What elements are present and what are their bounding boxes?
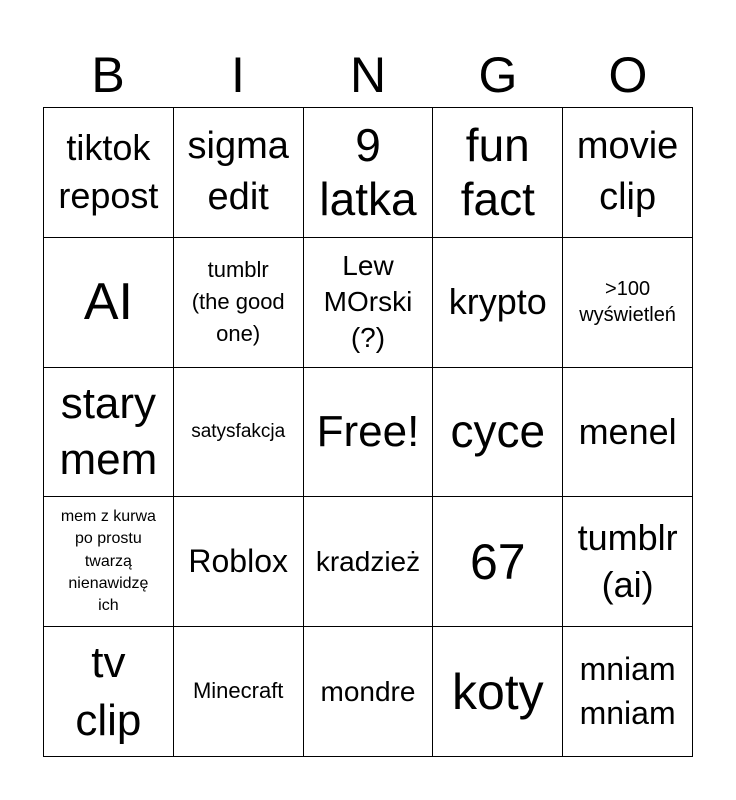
bingo-cell[interactable] bbox=[433, 368, 563, 498]
cell-text: koty bbox=[451, 663, 544, 720]
bingo-cell[interactable] bbox=[433, 497, 563, 627]
cell-text: krypto bbox=[448, 281, 547, 323]
header-letter-g: G bbox=[478, 47, 518, 103]
cell-text: mem z kurwa po prostu twarzą nienawidzę ich bbox=[60, 507, 156, 615]
bingo-cell[interactable] bbox=[44, 627, 174, 757]
cell-text: >100 wyświetleń bbox=[579, 278, 676, 327]
cell-text: Free! bbox=[316, 407, 420, 457]
cell-text: 67 bbox=[469, 533, 526, 590]
bingo-cell[interactable] bbox=[174, 497, 304, 627]
bingo-header bbox=[43, 44, 693, 106]
bingo-cell[interactable] bbox=[304, 238, 434, 368]
cell-text: fun fact bbox=[460, 119, 535, 226]
cell-text: Lew MOrski (?) bbox=[323, 249, 413, 354]
cell-text: kradzież bbox=[315, 546, 421, 578]
bingo-cell[interactable] bbox=[174, 368, 304, 498]
cell-text: mniam mniam bbox=[579, 651, 676, 731]
header-letter-b: B bbox=[91, 47, 125, 103]
cell-text: satysfakcja bbox=[191, 421, 286, 443]
bingo-cell[interactable] bbox=[563, 368, 693, 498]
cell-text: tv clip bbox=[75, 638, 142, 745]
cell-text: cyce bbox=[450, 405, 546, 458]
bingo-cell[interactable] bbox=[174, 238, 304, 368]
bingo-cell[interactable] bbox=[433, 238, 563, 368]
bingo-cell[interactable] bbox=[433, 108, 563, 238]
cell-text: sigma edit bbox=[187, 125, 289, 219]
bingo-cell[interactable] bbox=[304, 108, 434, 238]
header-letter-n: N bbox=[349, 47, 387, 103]
bingo-card bbox=[43, 107, 693, 757]
header-letter-i: I bbox=[231, 47, 245, 103]
bingo-cell[interactable] bbox=[44, 497, 174, 627]
cell-text: menel bbox=[578, 410, 677, 452]
cell-text: Roblox bbox=[188, 542, 288, 579]
cell-text: 9 latka bbox=[319, 119, 417, 226]
bingo-cell[interactable] bbox=[44, 108, 174, 238]
bingo-cell[interactable] bbox=[174, 627, 304, 757]
cell-text: movie clip bbox=[576, 125, 679, 219]
header-letter-o: O bbox=[608, 47, 648, 103]
bingo-cell[interactable] bbox=[304, 627, 434, 757]
cell-text: tumblr (ai) bbox=[577, 516, 678, 605]
cell-text: tiktok repost bbox=[58, 126, 159, 217]
cell-text: AI bbox=[83, 273, 133, 332]
cell-text: mondre bbox=[320, 675, 416, 707]
bingo-cell[interactable] bbox=[44, 368, 174, 498]
cell-text: stary mem bbox=[59, 378, 158, 484]
bingo-cell[interactable] bbox=[563, 238, 693, 368]
bingo-cell[interactable] bbox=[563, 627, 693, 757]
bingo-cell[interactable] bbox=[304, 497, 434, 627]
cell-text: Minecraft bbox=[192, 678, 284, 704]
bingo-cell[interactable] bbox=[174, 108, 304, 238]
bingo-cell free-space[interactable] bbox=[304, 368, 434, 498]
bingo-cell[interactable] bbox=[44, 238, 174, 368]
bingo-cell[interactable] bbox=[563, 108, 693, 238]
cell-text: tumblr (the good one) bbox=[191, 257, 285, 347]
bingo-cell[interactable] bbox=[433, 627, 563, 757]
bingo-cell[interactable] bbox=[563, 497, 693, 627]
